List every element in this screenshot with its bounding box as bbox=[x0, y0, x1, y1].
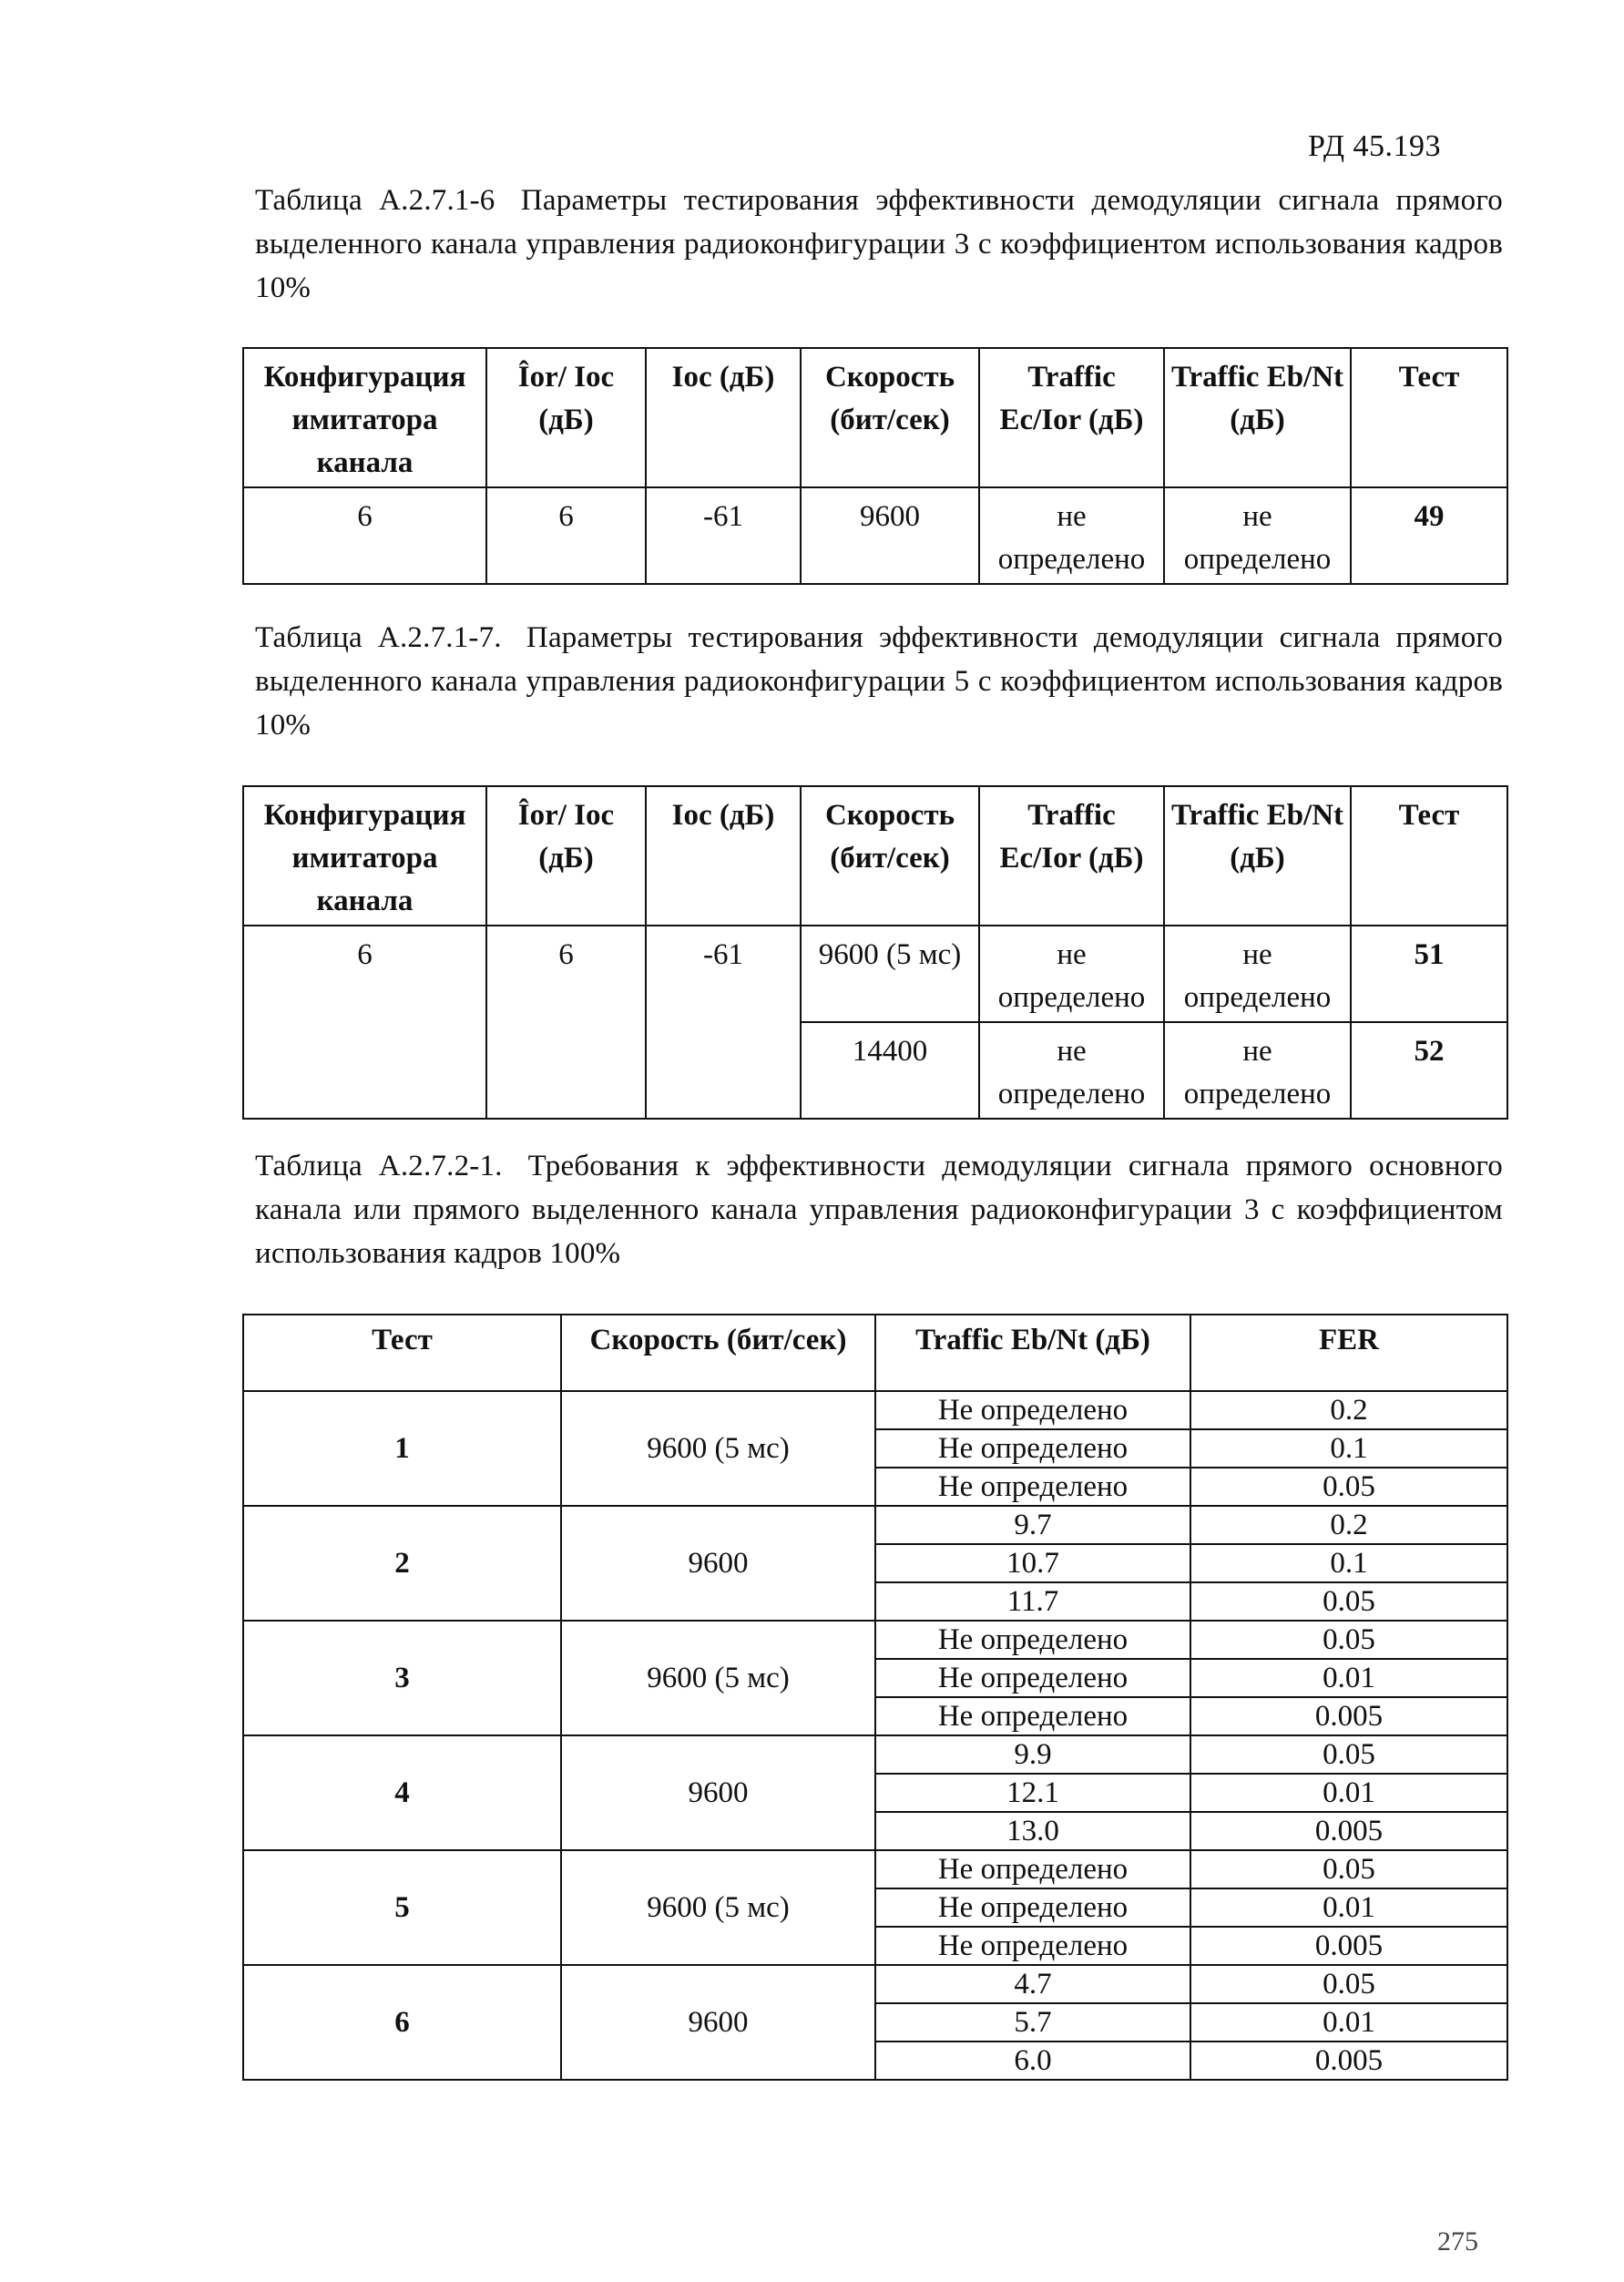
table-cell: 0.005 bbox=[1190, 1927, 1507, 1965]
table-cell: 0.1 bbox=[1190, 1544, 1507, 1582]
table-cell: 9600 bbox=[801, 487, 979, 584]
table-row bbox=[243, 1735, 1507, 1774]
speed-cell: 9600 bbox=[561, 1965, 875, 2080]
table-cell: 0.05 bbox=[1190, 1850, 1507, 1888]
table-cell: 12.1 bbox=[875, 1774, 1190, 1812]
speed-cell: 9600 (5 мс) bbox=[561, 1850, 875, 1965]
table1-header-cell: Тест bbox=[1351, 348, 1507, 487]
table1-header-cell: Скорость (бит/сек) bbox=[801, 348, 979, 487]
table-cell: 9.9 bbox=[875, 1735, 1190, 1774]
table-cell: 51 bbox=[1351, 926, 1507, 1022]
table-cell: Не определено bbox=[875, 1888, 1190, 1927]
table-cell: 0.05 bbox=[1190, 1468, 1507, 1506]
table-cell: Не определено bbox=[875, 1927, 1190, 1965]
table-cell: 0.05 bbox=[1190, 1582, 1507, 1621]
test-number-cell: 6 bbox=[243, 1965, 561, 2080]
table-cell: не определено bbox=[1164, 1022, 1351, 1119]
speed-cell: 9600 bbox=[561, 1506, 875, 1621]
table-cell: 0.05 bbox=[1190, 1735, 1507, 1774]
table-cell: Не определено bbox=[875, 1850, 1190, 1888]
test-number-cell: 2 bbox=[243, 1506, 561, 1621]
table-cell: не определено bbox=[1164, 487, 1351, 584]
table-cell: Не определено bbox=[875, 1429, 1190, 1468]
table-cell: 11.7 bbox=[875, 1582, 1190, 1621]
page-number: 275 bbox=[1437, 2226, 1478, 2256]
table3-header-cell: Скорость (бит/сек) bbox=[561, 1315, 875, 1391]
table1-header-cell: Ioc (дБ) bbox=[646, 348, 801, 487]
speed-cell: 9600 (5 мс) bbox=[561, 1621, 875, 1735]
table3-header-row bbox=[243, 1315, 1507, 1391]
table-cell: 6 bbox=[243, 926, 486, 1119]
table1-caption-label: Таблица А.2.7.1-6 bbox=[255, 184, 495, 217]
table1 bbox=[242, 347, 1508, 585]
table-cell: -61 bbox=[646, 926, 801, 1119]
test-number-cell: 5 bbox=[243, 1850, 561, 1965]
table1-caption bbox=[255, 179, 1503, 310]
table3-header-cell: FER bbox=[1190, 1315, 1507, 1391]
speed-cell: 9600 bbox=[561, 1735, 875, 1850]
table-cell: 9.7 bbox=[875, 1506, 1190, 1544]
table2-caption-label: Таблица А.2.7.1-7. bbox=[255, 621, 502, 654]
table3-caption-text: Требования к эффективности демодуляции сигнала прямого основного канала или прямого выделенного канала управления радиоконфигурации 3 с коэффициентом использования кадров 100% bbox=[255, 1150, 1504, 1270]
table-cell: Не определено bbox=[875, 1697, 1190, 1735]
table3-caption-label: Таблица А.2.7.2-1. bbox=[255, 1150, 503, 1182]
table-cell: Не определено bbox=[875, 1468, 1190, 1506]
table-cell: 0.005 bbox=[1190, 1697, 1507, 1735]
table-cell: 0.01 bbox=[1190, 2003, 1507, 2042]
table1-header-cell: Конфигурация имитатора канала bbox=[243, 348, 486, 487]
table-cell: 14400 bbox=[801, 1022, 979, 1119]
table2 bbox=[242, 785, 1508, 1120]
table1-header-cell: Îor/ Ioc (дБ) bbox=[486, 348, 646, 487]
table2-header-cell: Конфигурация имитатора канала bbox=[243, 786, 486, 926]
table1-caption-text: Параметры тестирования эффективности демодуляции сигнала прямого выделенного канала управления радиоконфигурации 3 с коэффициентом использования кадров 10% bbox=[255, 184, 1503, 304]
table-cell: 0.05 bbox=[1190, 1965, 1507, 2003]
table-cell: 0.01 bbox=[1190, 1659, 1507, 1697]
table-row bbox=[243, 926, 1507, 1022]
table-cell: 0.005 bbox=[1190, 1812, 1507, 1850]
test-number-cell: 4 bbox=[243, 1735, 561, 1850]
table2-caption-text: Параметры тестирования эффективности демодуляции сигнала прямого выделенного канала управления радиоконфигурации 5 с коэффициентом использования кадров 10% bbox=[255, 621, 1504, 742]
table-cell: 6 bbox=[486, 487, 646, 584]
table-cell: Не определено bbox=[875, 1391, 1190, 1429]
table3 bbox=[242, 1314, 1508, 2081]
table-cell: 0.05 bbox=[1190, 1621, 1507, 1659]
table-cell: 10.7 bbox=[875, 1544, 1190, 1582]
table-row bbox=[243, 1850, 1507, 1888]
table-cell: 6 bbox=[243, 487, 486, 584]
table-cell: -61 bbox=[646, 487, 801, 584]
table-row bbox=[243, 487, 1507, 584]
table1-header-cell: Traffic Ec/Ior (дБ) bbox=[979, 348, 1164, 487]
table3-header-cell: Тест bbox=[243, 1315, 561, 1391]
table2-header-cell: Ioc (дБ) bbox=[646, 786, 801, 926]
table3-caption bbox=[255, 1144, 1503, 1275]
document-code: РД 45.193 bbox=[1308, 129, 1442, 163]
table-cell: Не определено bbox=[875, 1659, 1190, 1697]
table-cell: не определено bbox=[979, 487, 1164, 584]
table1-header-row bbox=[243, 348, 1507, 487]
table-cell: 0.01 bbox=[1190, 1774, 1507, 1812]
table-cell: 5.7 bbox=[875, 2003, 1190, 2042]
table2-header-cell: Скорость (бит/сек) bbox=[801, 786, 979, 926]
table-row bbox=[243, 1965, 1507, 2003]
table2-header-cell: Тест bbox=[1351, 786, 1507, 926]
table-cell: 4.7 bbox=[875, 1965, 1190, 2003]
speed-cell: 9600 (5 мс) bbox=[561, 1391, 875, 1506]
table-cell: 9600 (5 мс) bbox=[801, 926, 979, 1022]
table-cell: 6 bbox=[486, 926, 646, 1119]
table-cell: Не определено bbox=[875, 1621, 1190, 1659]
table2-caption bbox=[255, 616, 1503, 747]
table-cell: 0.2 bbox=[1190, 1391, 1507, 1429]
table-cell: не определено bbox=[979, 1022, 1164, 1119]
table-cell: 0.1 bbox=[1190, 1429, 1507, 1468]
table-cell: 6.0 bbox=[875, 2042, 1190, 2080]
table-cell: 0.01 bbox=[1190, 1888, 1507, 1927]
table-cell: не определено bbox=[1164, 926, 1351, 1022]
table-row bbox=[243, 1621, 1507, 1659]
table-cell: не определено bbox=[979, 926, 1164, 1022]
table-row bbox=[243, 1506, 1507, 1544]
test-number-cell: 3 bbox=[243, 1621, 561, 1735]
table-cell: 13.0 bbox=[875, 1812, 1190, 1850]
table2-header-cell: Traffic Eb/Nt (дБ) bbox=[1164, 786, 1351, 926]
table-row bbox=[243, 1391, 1507, 1429]
test-number-cell: 1 bbox=[243, 1391, 561, 1506]
table2-header-cell: Îor/ Ioc (дБ) bbox=[486, 786, 646, 926]
table-cell: 49 bbox=[1351, 487, 1507, 584]
table2-header-row bbox=[243, 786, 1507, 926]
table-cell: 52 bbox=[1351, 1022, 1507, 1119]
table1-header-cell: Traffic Eb/Nt (дБ) bbox=[1164, 348, 1351, 487]
table-cell: 0.005 bbox=[1190, 2042, 1507, 2080]
table-cell: 0.2 bbox=[1190, 1506, 1507, 1544]
table2-header-cell: Traffic Ec/Ior (дБ) bbox=[979, 786, 1164, 926]
table3-header-cell: Traffic Eb/Nt (дБ) bbox=[875, 1315, 1190, 1391]
